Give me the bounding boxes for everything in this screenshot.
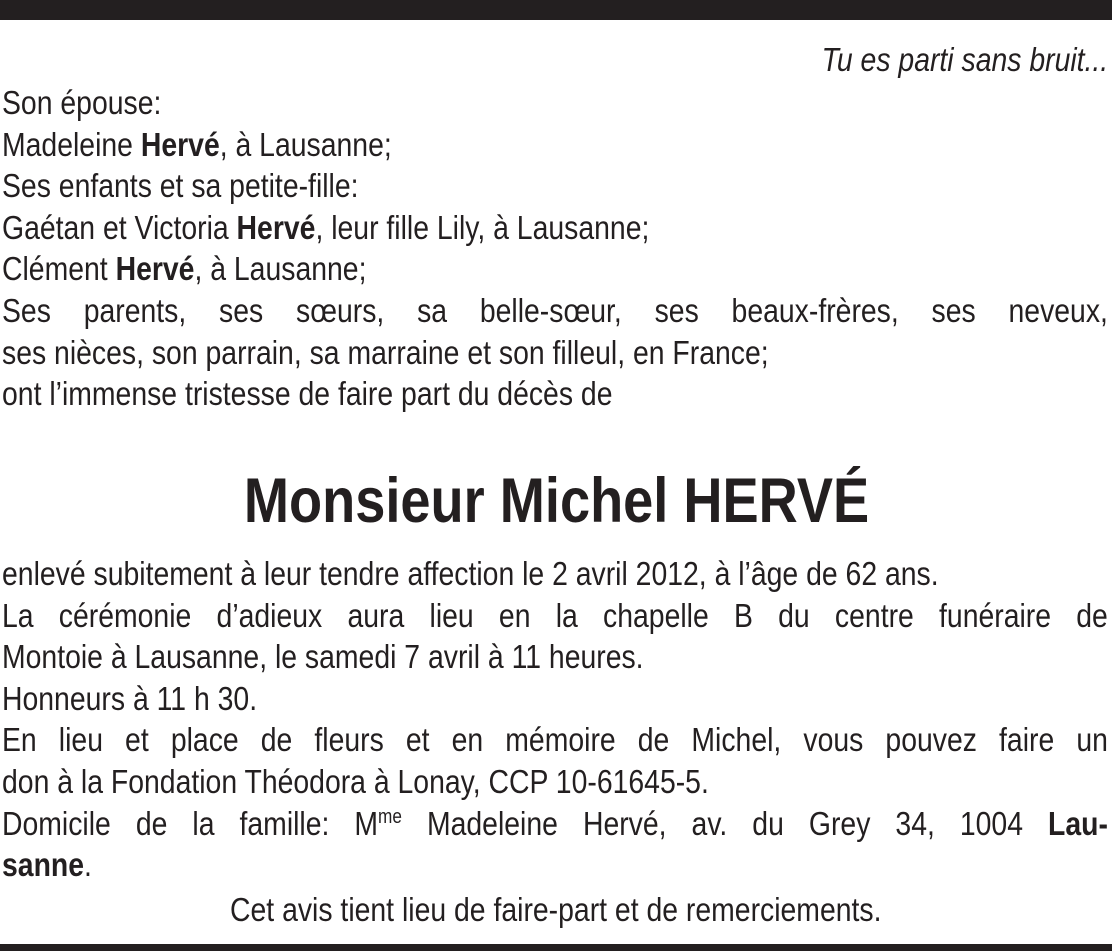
domicile-city-part2: sanne [2, 846, 85, 884]
word: Michel, [691, 721, 782, 759]
relatives-line-1 [2, 290, 1108, 332]
word: mémoire [505, 721, 616, 759]
domicile-word: 34, [895, 804, 935, 842]
domicile-word: 1004 [959, 804, 1024, 842]
word: La [2, 596, 34, 634]
word: aura [347, 596, 405, 634]
child2-place: , à Lausanne; [194, 250, 367, 288]
domicile-label-word: la [192, 804, 215, 842]
word: sœurs, [295, 291, 385, 329]
word: chapelle [603, 596, 709, 634]
word: faire [999, 721, 1055, 759]
spouse-place: , à Lausanne; [219, 125, 392, 163]
domicile-label-word: famille: [239, 804, 330, 842]
child2-line [2, 248, 953, 290]
details-line-3: Montoie à Lausanne, le samedi 7 avril à 11 heures. [2, 638, 644, 676]
domicile-end: . [84, 846, 92, 884]
word: beaux-frères, [731, 291, 899, 329]
word: sa [417, 291, 448, 329]
deceased-name-text: Monsieur Michel HERVÉ [243, 466, 869, 536]
word: place [170, 721, 239, 759]
word: la [555, 596, 578, 634]
child1-first-names: Gaétan et Victoria [2, 208, 229, 246]
domicile-title: $M^{me}$ [354, 804, 402, 842]
child1-surname: Hervé [236, 208, 316, 246]
word: belle-sœur, [479, 291, 622, 329]
word: B [733, 596, 753, 634]
spouse-surname: Hervé [140, 125, 220, 163]
word: ses [219, 291, 264, 329]
word: et [125, 721, 149, 759]
domicile-word: Grey [808, 804, 871, 842]
details-text [2, 553, 1108, 886]
domicile-word: Hervé, [582, 804, 667, 842]
details-line-6: don à la Fondation Théodora à Lonay, CCP 10-61645-5. [2, 762, 709, 800]
details-line-4: Honneurs à 11 h 30. [2, 679, 258, 717]
domicile-word: du [752, 804, 784, 842]
word: funéraire [939, 596, 1052, 634]
epigraph: Tu es parti sans bruit... [821, 41, 1108, 78]
word: un [1076, 721, 1108, 759]
word: En [2, 721, 37, 759]
closing-text: Cet avis tient lieu de faire-part et de remerciements. [230, 891, 882, 928]
word: en [451, 721, 484, 759]
child2-surname: Hervé [115, 250, 195, 288]
word: fleurs [314, 721, 384, 759]
domicile-title-superscript: me [378, 805, 402, 828]
domicile-word: av. [691, 804, 728, 842]
word: et [405, 721, 430, 759]
word: vous [803, 721, 864, 759]
word: ses [654, 291, 699, 329]
word: en [498, 596, 531, 634]
child2-first-name: Clément [2, 250, 108, 288]
announcement-line: ont l’immense tristesse de faire part du décès de [2, 375, 613, 413]
word: pouvez [885, 721, 977, 759]
child1-line [2, 207, 953, 249]
deceased-name [0, 466, 1112, 536]
spouse-heading: Son épouse: [2, 84, 162, 121]
word: parents, [83, 291, 187, 329]
word: lieu [429, 596, 474, 634]
relatives-line-2: ses nièces, son parrain, sa marraine et son filleul, en France; [2, 333, 769, 371]
spouse-line [2, 124, 953, 166]
domicile-line [2, 803, 1108, 845]
bottom-rule [0, 944, 1112, 951]
word: de [637, 721, 670, 759]
word: du [778, 596, 810, 634]
details-line-5 [2, 719, 1108, 761]
domicile-line-2 [2, 844, 953, 886]
word: de [1076, 596, 1108, 634]
domicile-label-word: de [135, 804, 168, 842]
spouse-first-name: Madeleine [2, 125, 133, 163]
word: d’adieux [216, 596, 323, 634]
family-list [2, 82, 1108, 415]
word: centre [834, 596, 914, 634]
word: neveux, [1008, 291, 1108, 329]
word: Ses [2, 291, 51, 329]
domicile-label-word: Domicile [2, 804, 111, 842]
closing-line [0, 889, 1112, 931]
domicile-word: Madeleine [426, 804, 558, 842]
children-heading: Ses enfants et sa petite-fille: [2, 167, 359, 205]
domicile-city-part1: Lau- [1048, 804, 1108, 842]
details-line-2 [2, 595, 1108, 637]
word: ses [931, 291, 976, 329]
word: cérémonie [58, 596, 192, 634]
word: lieu [58, 721, 103, 759]
details-line-1: enlevé subitement à leur tendre affection le 2 avril 2012, à l’âge de 62 ans. [2, 555, 939, 592]
word: de [260, 721, 293, 759]
top-rule [0, 0, 1112, 20]
child1-place: , leur fille Lily, à Lausanne; [315, 208, 650, 246]
